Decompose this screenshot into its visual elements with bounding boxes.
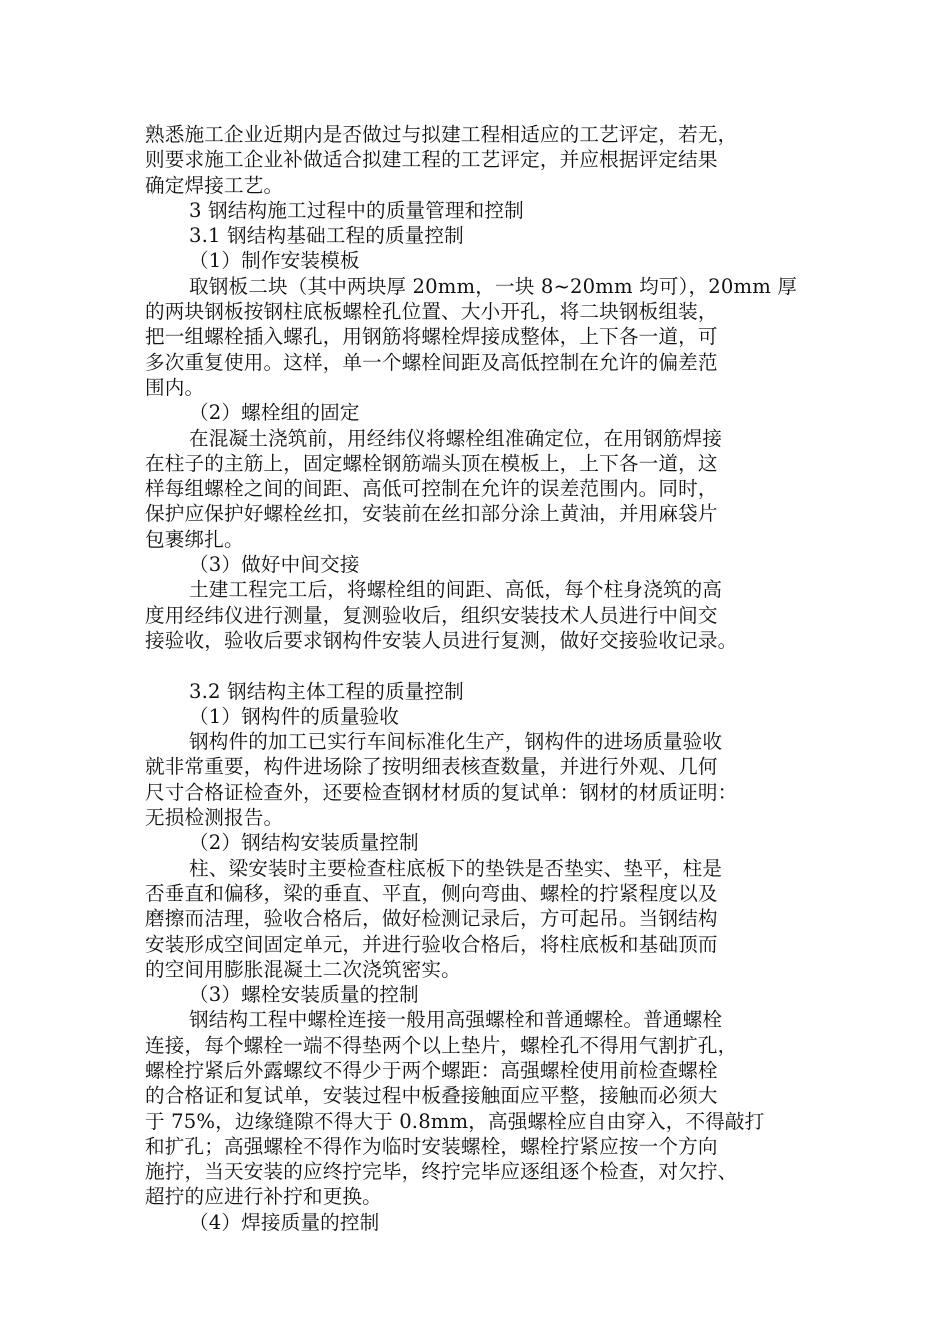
paragraph-line: 安装形成空间固定单元，并进行验收合格后，将柱底板和基础顶而: [145, 932, 718, 956]
paragraph-line: 度用经纬仪进行测量，复测验收后，组织安装技术人员进行中间交: [145, 603, 718, 627]
paragraph-line: 的两块钢板按钢柱底板螺栓孔位置、大小开孔，将二块钢板组装，: [145, 300, 718, 324]
subsection-heading: 3.2 钢结构主体工程的质量控制: [189, 679, 464, 703]
paragraph-line: 连接，每个螺栓一端不得垫两个以上垫片，螺栓孔不得用气割扩孔，: [145, 1033, 738, 1057]
item-heading: （2）钢结构安装质量控制: [189, 831, 419, 855]
paragraph-line: 保护应保护好螺栓丝扣，安装前在丝扣部分涂上黄油，并用麻袋片: [145, 502, 718, 526]
paragraph-line: 的空间用膨胀混凝土二次浇筑密实。: [145, 957, 461, 981]
paragraph-line: 则要求施工企业补做适合拟建工程的工艺评定，并应根据评定结果: [145, 148, 718, 172]
item-heading: （4）焊接质量的控制: [189, 1210, 380, 1234]
paragraph-line: 土建工程完工后，将螺栓组的间距、高低，每个柱身浇筑的高: [189, 578, 723, 602]
item-heading: （1）钢构件的质量验收: [189, 704, 400, 728]
paragraph-line: 确定焊接工艺。: [145, 173, 284, 197]
paragraph-line: 和扩孔；高强螺栓不得作为临时安装螺栓，螺栓拧紧应按一个方向: [145, 1134, 718, 1158]
paragraph-line: 螺栓拧紧后外露螺纹不得少于两个螺距：高强螺栓使用前检查螺栓: [145, 1058, 718, 1082]
paragraph-line: 包裹绑扎。: [145, 527, 244, 551]
paragraph-line: 否垂直和偏移，梁的垂直、平直，侧向弯曲、螺栓的拧紧程度以及: [145, 881, 718, 905]
paragraph-line: 取钢板二块（其中两块厚 20mm，一块 8~20mm 均可），20mm 厚: [189, 274, 798, 298]
paragraph-line: 柱、梁安装时主要检查柱底板下的垫铁是否垫实、垫平，柱是: [189, 856, 723, 880]
item-heading: （1）制作安装模板: [189, 249, 360, 273]
paragraph-line: 施拧，当天安装的应终拧完毕，终拧完毕应逐组逐个检查，对欠拧、: [145, 1160, 738, 1184]
paragraph-line: 无损检测报告。: [145, 806, 284, 830]
paragraph-line: 接验收，验收后要求钢构件安装人员进行复测，做好交接验收记录。: [145, 628, 738, 652]
paragraph-line: 熟悉施工企业近期内是否做过与拟建工程相适应的工艺评定，若无，: [145, 123, 738, 146]
paragraph-line: 多次重复使用。这样，单一个螺栓间距及高低控制在允许的偏差范: [145, 350, 718, 374]
paragraph-line: 在柱子的主筋上，固定螺栓钢筋端头顶在模板上，上下各一道，这: [145, 451, 718, 475]
paragraph-line: 就非常重要，构件进场除了按明细表核查数量，并进行外观、几何: [145, 755, 718, 779]
paragraph-line: 样每组螺栓之间的间距、高低可控制在允许的误差范围内。同时，: [145, 477, 718, 501]
paragraph-line: 钢构件的加工已实行车间标准化生产，钢构件的进场质量验收: [189, 730, 723, 754]
item-heading: （2）螺栓组的固定: [189, 401, 360, 425]
paragraph-line: 围内。: [145, 375, 205, 399]
section-heading: 3 钢结构施工过程中的质量管理和控制: [189, 198, 524, 222]
paragraph-line: 磨擦而洁理，验收合格后，做好检测记录后，方可起吊。当钢结构: [145, 907, 718, 931]
item-heading: （3）螺栓安装质量的控制: [189, 983, 419, 1007]
document-body: [145, 122, 810, 1235]
blank-line: [145, 653, 810, 678]
paragraph-line: 的合格证和复试单，安装过程中板叠接触面应平整，接触而必须大: [145, 1084, 718, 1108]
paragraph-line: 超拧的应进行补拧和更换。: [145, 1185, 382, 1209]
paragraph-line: 钢结构工程中螺栓连接一般用高强螺栓和普通螺栓。普通螺栓: [189, 1008, 723, 1032]
paragraph-line: 在混凝土浇筑前，用经纬仪将螺栓组准确定位，在用钢筋焊接: [189, 426, 723, 450]
paragraph-line: 尺寸合格证检查外，还要检查钢材材质的复试单：钢材的材质证明：: [145, 780, 738, 804]
subsection-heading: 3.1 钢结构基础工程的质量控制: [189, 224, 464, 248]
paragraph-line: 把一组螺栓插入螺孔，用钢筋将螺栓焊接成整体，上下各一道，可: [145, 325, 718, 349]
paragraph-line: 于 75%，边缘缝隙不得大于 0.8mm，高强螺栓应自由穿入，不得敲打: [145, 1109, 765, 1133]
item-heading: （3）做好中间交接: [189, 553, 360, 577]
